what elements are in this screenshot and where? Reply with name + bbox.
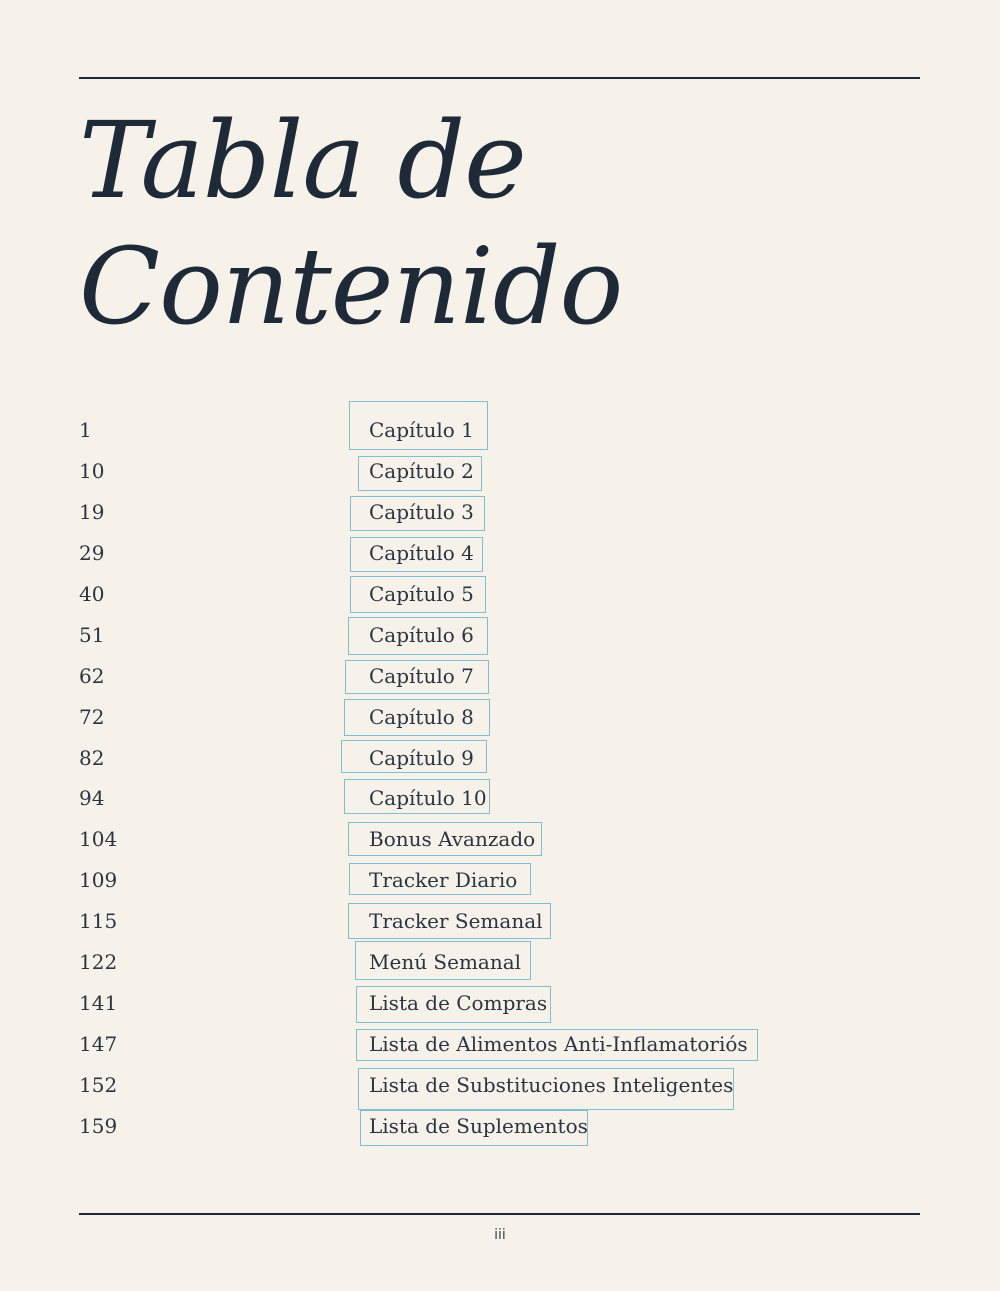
toc-page-number: 94: [79, 786, 105, 810]
toc-row[interactable]: [0, 415, 1000, 445]
toc-row[interactable]: [0, 661, 1000, 691]
toc-entry-link[interactable]: Menú Semanal: [369, 950, 522, 974]
toc-entry-link[interactable]: Capítulo 9: [369, 746, 474, 770]
toc-row[interactable]: [0, 497, 1000, 527]
toc-row[interactable]: [0, 947, 1000, 977]
toc-page-number: 19: [79, 500, 105, 524]
toc-entry-link[interactable]: Lista de Substituciones Inteligentes: [369, 1073, 734, 1097]
toc-entry-link[interactable]: Capítulo 8: [369, 705, 474, 729]
toc-entry-link[interactable]: Capítulo 2: [369, 459, 474, 483]
title-line-2: Contenido: [79, 225, 623, 348]
bottom-rule: [79, 1213, 920, 1215]
toc-entry-link[interactable]: Capítulo 5: [369, 582, 474, 606]
toc-page-number: 10: [79, 459, 105, 483]
toc-page-number: 82: [79, 746, 105, 770]
toc-entry-link[interactable]: Lista de Suplementos: [369, 1114, 588, 1138]
toc-page-number: 147: [79, 1032, 118, 1056]
toc-row[interactable]: [0, 865, 1000, 895]
toc-entry-link[interactable]: Capítulo 7: [369, 664, 474, 688]
toc-page-number: 159: [79, 1114, 118, 1138]
toc-entry-link[interactable]: Lista de Alimentos Anti-Inflamatoriós: [369, 1032, 748, 1056]
title-line-1: Tabla de: [79, 99, 526, 222]
toc-page-number: 152: [79, 1073, 118, 1097]
toc-row[interactable]: [0, 620, 1000, 650]
toc-row[interactable]: [0, 1029, 1000, 1059]
toc-entry-link[interactable]: Lista de Compras: [369, 991, 548, 1015]
toc-entry-link[interactable]: Capítulo 6: [369, 623, 474, 647]
toc-row[interactable]: [0, 824, 1000, 854]
toc-row[interactable]: [0, 1111, 1000, 1141]
toc-entry-link[interactable]: Tracker Semanal: [369, 909, 543, 933]
page-number: iii: [494, 1227, 506, 1243]
toc-row[interactable]: [0, 988, 1000, 1018]
toc-entry-link[interactable]: Capítulo 3: [369, 500, 474, 524]
toc-entry-link[interactable]: Capítulo 4: [369, 541, 474, 565]
toc-row[interactable]: [0, 1070, 1000, 1100]
toc-page-number: 122: [79, 950, 118, 974]
toc-page-number: 141: [79, 991, 118, 1015]
toc-page-number: 115: [79, 909, 118, 933]
toc-row[interactable]: [0, 743, 1000, 773]
toc-row[interactable]: [0, 538, 1000, 568]
toc-page-number: 40: [79, 582, 105, 606]
toc-page-number: 62: [79, 664, 105, 688]
toc-row[interactable]: [0, 456, 1000, 486]
toc-row[interactable]: [0, 579, 1000, 609]
toc-entry-link[interactable]: Capítulo 1: [369, 418, 474, 442]
toc-page-number: 1: [79, 418, 92, 442]
toc-entry-link[interactable]: Bonus Avanzado: [369, 827, 536, 851]
toc-page-number: 72: [79, 705, 105, 729]
toc-row[interactable]: [0, 702, 1000, 732]
toc-page-number: 51: [79, 623, 105, 647]
toc-row[interactable]: [0, 783, 1000, 813]
toc-page-number: 104: [79, 827, 118, 851]
toc-entry-link[interactable]: Tracker Diario: [369, 868, 518, 892]
toc-page-number: 29: [79, 541, 105, 565]
toc-entry-link[interactable]: Capítulo 10: [369, 786, 487, 810]
toc-row[interactable]: [0, 906, 1000, 936]
toc-page-number: 109: [79, 868, 118, 892]
